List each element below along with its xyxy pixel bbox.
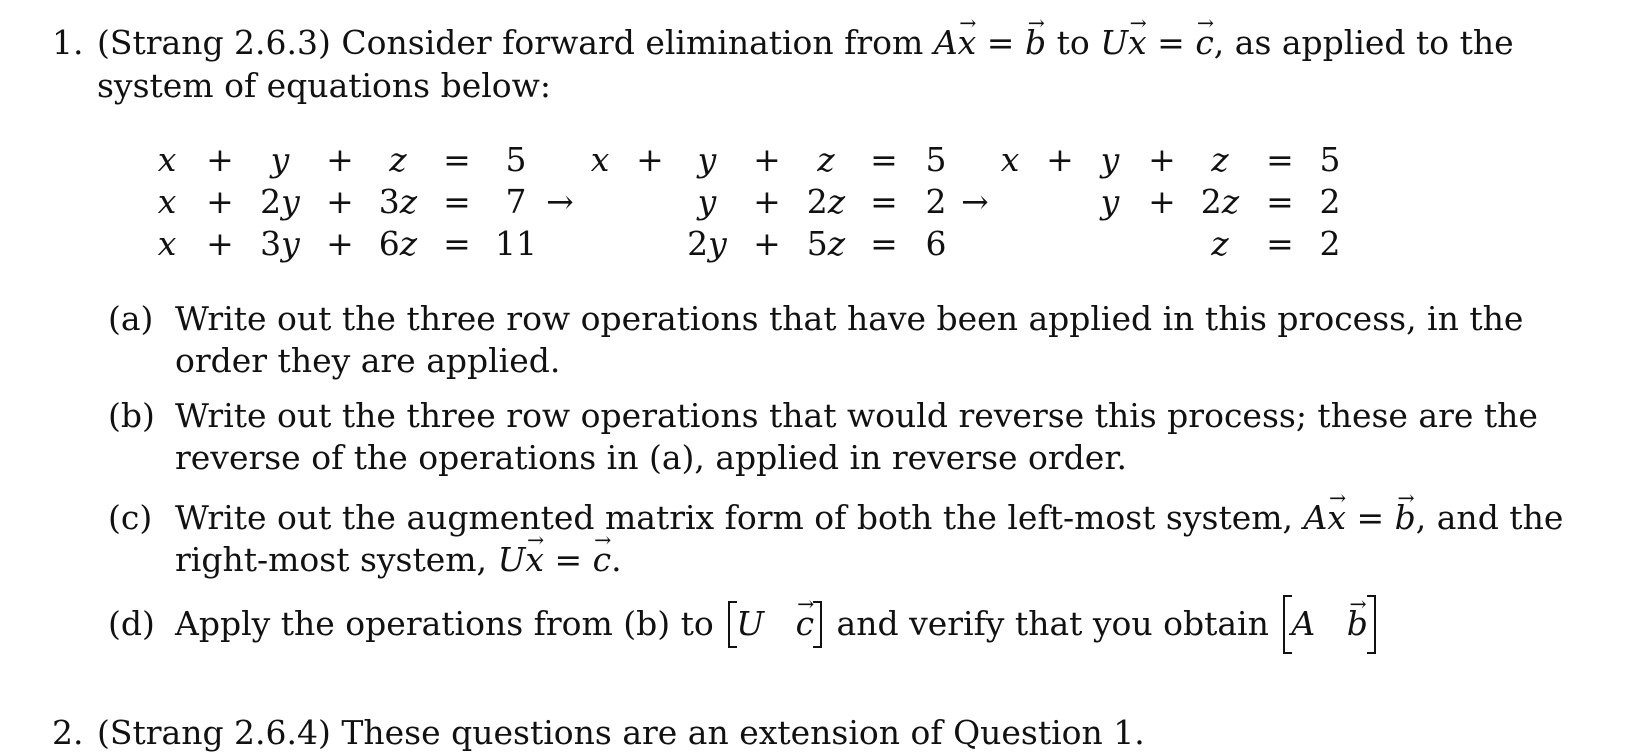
equals-sign: = (1356, 498, 1385, 537)
part-a-line2: order they are applied. (175, 341, 561, 380)
system-1-row-1-cell-4: + (326, 140, 354, 179)
intro-text-post: , as applied to the (1213, 23, 1514, 62)
system-2-row-1-cell-6: = (870, 140, 898, 179)
elimination-arrow-1: → (546, 182, 574, 221)
system-1-row-2-cell-5: 3z (378, 182, 418, 221)
system-3-row-2-cell-6: = (1266, 182, 1294, 221)
system-3-row-3-cell-5: z (1211, 224, 1229, 263)
system-3-row-3-cell-7: 2 (1319, 224, 1341, 263)
system-1-row-3-cell-6: = (443, 224, 471, 263)
part-b-line1: Write out the three row operations that would reverse this process; these are the (175, 396, 1538, 435)
vector-x: x → (958, 26, 977, 59)
system-2-row-1-cell-1: x (590, 140, 610, 179)
part-d-text-pre: Apply the operations from (b) to (175, 604, 714, 643)
system-3-row-3-cell-6: = (1266, 224, 1294, 263)
part-c-text-post: , and the (1415, 498, 1564, 537)
matrix-A: A (933, 23, 958, 62)
part-c-line2 (175, 540, 622, 579)
matrix-U: U (736, 604, 765, 643)
equals-sign: = (554, 540, 583, 579)
system-3-row-2-cell-3: y (1100, 182, 1120, 221)
part-d-text-mid: and verify that you obtain (836, 604, 1269, 643)
system-2-row-3-cell-7: 6 (925, 224, 947, 263)
system-2-row-1-cell-5: z (817, 140, 835, 179)
intro-text-pre: (Strang 2.6.3) Consider forward elimination from (97, 23, 924, 62)
system-1-row-2-cell-7: 7 (505, 182, 527, 221)
system-3-row-1-cell-5: z (1211, 140, 1229, 179)
system-3-row-1-cell-4: + (1148, 140, 1176, 179)
system-1-row-1-cell-1: x (157, 140, 177, 179)
system-1-row-2-cell-6: = (443, 182, 471, 221)
vector-c: c → (593, 543, 611, 576)
part-c-text-pre: Write out the augmented matrix form of both the left-most system, (175, 498, 1294, 537)
system-3-row-2-cell-7: 2 (1319, 182, 1341, 221)
problem-2-number: 2. (52, 713, 84, 752)
system-2-row-3-cell-4: + (753, 224, 781, 263)
system-3-row-1-cell-1: x (1000, 140, 1020, 179)
system-2-row-1-cell-3: y (697, 140, 717, 179)
vector-b: b → (1395, 501, 1416, 534)
system-3-row-1-cell-3: y (1100, 140, 1120, 179)
equation-Ax-b (934, 23, 1057, 62)
vector-x: x → (1128, 26, 1147, 59)
matrix-A: A (1303, 498, 1328, 537)
augmented-U-c (728, 604, 822, 643)
matrix-A: A (1291, 604, 1316, 643)
vector-c: c → (796, 607, 814, 640)
system-2-row-2-cell-5: 2z (806, 182, 846, 221)
system-2-row-1-cell-2: + (636, 140, 664, 179)
system-2-row-3-cell-3: 2y (687, 224, 727, 263)
intro-text-mid: to (1056, 23, 1090, 62)
system-2-row-3-cell-6: = (870, 224, 898, 263)
system-1-row-1-cell-6: = (443, 140, 471, 179)
matrix-U: U (497, 540, 526, 579)
system-2-row-3-cell-5: 5z (806, 224, 846, 263)
matrix-U: U (1100, 23, 1129, 62)
system-2-row-2-cell-7: 2 (925, 182, 947, 221)
system-1-row-3-cell-5: 6z (378, 224, 418, 263)
system-3-row-2-cell-4: + (1148, 182, 1176, 221)
system-1-row-1-cell-5: z (389, 140, 407, 179)
system-3-row-2-cell-5: 2z (1200, 182, 1240, 221)
system-2-row-1-cell-7: 5 (925, 140, 947, 179)
vector-b: b → (1025, 26, 1046, 59)
system-1-row-3-cell-1: x (157, 224, 177, 263)
part-c-line1 (175, 498, 1564, 537)
system-3-row-1-cell-2: + (1046, 140, 1074, 179)
part-c-label: (c) (108, 498, 153, 537)
part-a-label: (a) (108, 299, 154, 338)
vector-c: c → (1195, 26, 1213, 59)
vector-x: x → (525, 543, 544, 576)
part-b-line2: reverse of the operations in (a), applied in reverse order. (175, 438, 1127, 477)
part-b-label: (b) (108, 396, 155, 435)
part-a-line1: Write out the three row operations that have been applied in this process, in the (175, 299, 1524, 338)
system-1-row-2-cell-1: x (157, 182, 177, 221)
system-2-row-2-cell-6: = (870, 182, 898, 221)
system-3-row-1-cell-6: = (1266, 140, 1294, 179)
system-3-row-1-cell-7: 5 (1319, 140, 1341, 179)
system-1-row-1-cell-2: + (206, 140, 234, 179)
part-d-line (175, 604, 1380, 643)
system-1-row-2-cell-2: + (206, 182, 234, 221)
system-1-row-3-cell-7: 11 (495, 224, 537, 263)
system-1-row-2-cell-4: + (326, 182, 354, 221)
equals-sign: = (986, 23, 1015, 62)
system-1-row-3-cell-4: + (326, 224, 354, 263)
system-1-row-1-cell-3: y (270, 140, 290, 179)
problem-1-number: 1. (52, 23, 84, 62)
system-2-row-2-cell-3: y (697, 182, 717, 221)
system-2-row-1-cell-4: + (753, 140, 781, 179)
equals-sign: = (1157, 23, 1185, 62)
system-1-row-2-cell-3: 2y (260, 182, 300, 221)
problem-2-text: (Strang 2.6.4) These questions are an extension of Question 1. (97, 713, 1145, 752)
part-c-text-line2-pre: right-most system, (175, 540, 488, 579)
equation-Ux-c (1100, 23, 1214, 62)
problem-1-intro-line1 (97, 23, 1514, 62)
vector-x: x → (1327, 501, 1346, 534)
system-1-row-3-cell-3: 3y (260, 224, 300, 263)
period: . (611, 540, 622, 579)
vector-b: b → (1347, 607, 1368, 640)
problem-1-intro-line2: system of equations below: (97, 66, 552, 105)
part-d-label: (d) (108, 604, 155, 643)
system-1-row-3-cell-2: + (206, 224, 234, 263)
system-1-row-1-cell-7: 5 (505, 140, 527, 179)
augmented-A-b (1283, 604, 1375, 643)
system-2-row-2-cell-4: + (753, 182, 781, 221)
elimination-arrow-2: → (961, 182, 989, 221)
